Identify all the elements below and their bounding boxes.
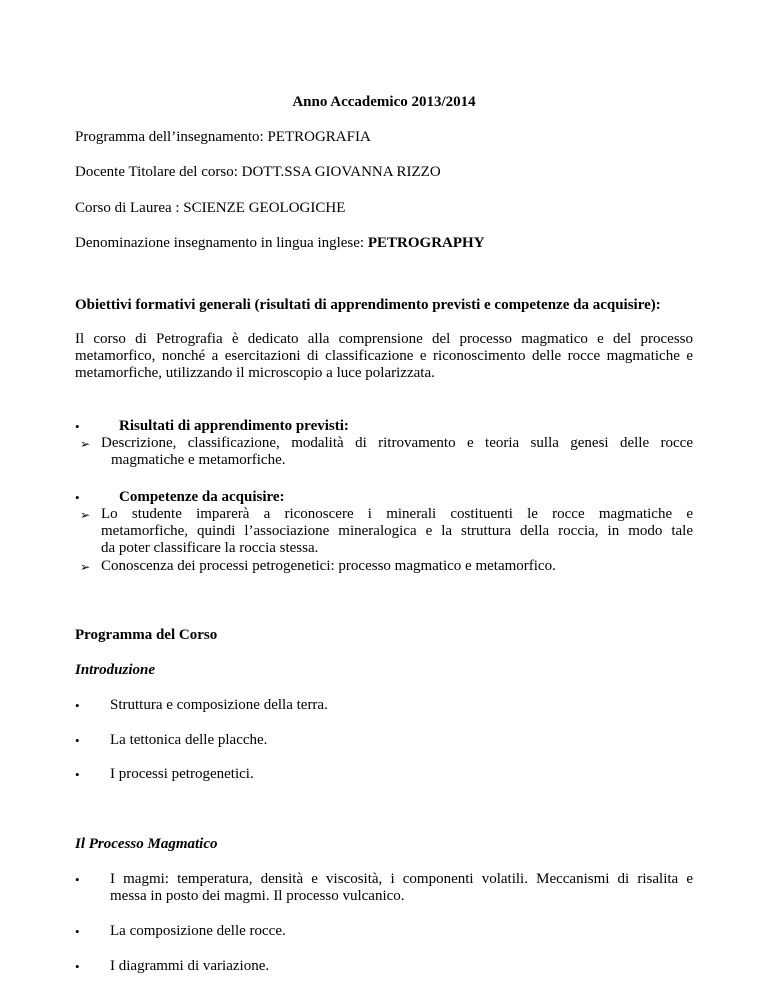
- competenze-item: [101, 506, 693, 557]
- academic-year-title: Anno Accademico 2013/2014: [292, 94, 476, 110]
- processo-magmatico-item: La composizione delle rocce.: [110, 923, 286, 939]
- corso-line: Corso di Laurea : SCIENZE GEOLOGICHE: [75, 200, 346, 216]
- bullet-icon: •: [75, 490, 80, 505]
- item-line: magmatiche e metamorfiche.: [111, 452, 286, 468]
- item-line: da poter classificare la roccia stessa.: [101, 540, 319, 556]
- introduzione-item: I processi petrogenetici.: [110, 766, 254, 782]
- arrow-bullet-icon: ➢: [80, 437, 91, 451]
- risultati-item: [101, 435, 693, 469]
- introduzione-item: La tettonica delle placche.: [110, 732, 268, 748]
- bullet-icon: •: [75, 924, 80, 939]
- bullet-icon: •: [75, 767, 80, 782]
- denominazione-line: [75, 235, 485, 252]
- introduzione-item: Struttura e composizione della terra.: [110, 697, 328, 713]
- processo-magmatico-item: I diagrammi di variazione.: [110, 958, 270, 974]
- competenze-heading: Competenze da acquisire:: [119, 489, 285, 505]
- item-line: messa in posto dei magmi. Il processo vulcanico.: [110, 888, 405, 904]
- paragraph-line: metamorfiche, utilizzando il microscopio a luce polarizzata.: [75, 365, 435, 381]
- bullet-icon: •: [75, 959, 80, 974]
- competenze-item: [101, 558, 693, 575]
- bullet-icon: •: [75, 419, 80, 434]
- introduzione-heading: Introduzione: [75, 662, 156, 678]
- denominazione-value: PETROGRAPHY: [367, 235, 485, 251]
- risultati-heading: Risultati di apprendimento previsti:: [119, 418, 349, 434]
- denominazione-label: Denominazione insegnamento in lingua inglese:: [75, 235, 368, 251]
- docente-line: Docente Titolare del corso: DOTT.SSA GIOVANNA RIZZO: [75, 164, 441, 180]
- paragraph-line: Il corso di Petrografia è dedicato alla comprensione del processo magmatico e del processo: [75, 331, 693, 347]
- obiettivi-heading: Obiettivi formativi generali (risultati di apprendimento previsti e competenze da acquisire):: [75, 297, 661, 313]
- arrow-bullet-icon: ➢: [80, 508, 91, 522]
- programma-corso-heading: Programma del Corso: [75, 627, 218, 643]
- item-line: metamorfiche, quindi l’associazione mineralogica e la struttura della roccia, in modo tale: [101, 523, 693, 539]
- obiettivi-paragraph: [75, 331, 693, 382]
- processo-magmatico-item: [110, 871, 693, 905]
- bullet-icon: •: [75, 872, 80, 887]
- item-line: I magmi: temperatura, densità e viscosità, i componenti volatili. Meccanismi di risalita e: [110, 871, 693, 887]
- programma-line: Programma dell’insegnamento: PETROGRAFIA: [75, 129, 371, 145]
- item-line: Conoscenza dei processi petrogenetici: processo magmatico e metamorfico.: [101, 558, 556, 574]
- paragraph-line: metamorfico, nonché a esercitazioni di classificazione e riconoscimento delle rocce magmatiche e: [75, 348, 693, 364]
- arrow-bullet-icon: ➢: [80, 560, 91, 574]
- item-line: Lo studente imparerà a riconoscere i minerali costituenti le rocce magmatiche e: [101, 506, 693, 522]
- bullet-icon: •: [75, 733, 80, 748]
- bullet-icon: •: [75, 698, 80, 713]
- item-line: Descrizione, classificazione, modalità di ritrovamento e teoria sulla genesi delle rocce: [101, 435, 693, 451]
- processo-magmatico-heading: Il Processo Magmatico: [75, 836, 218, 852]
